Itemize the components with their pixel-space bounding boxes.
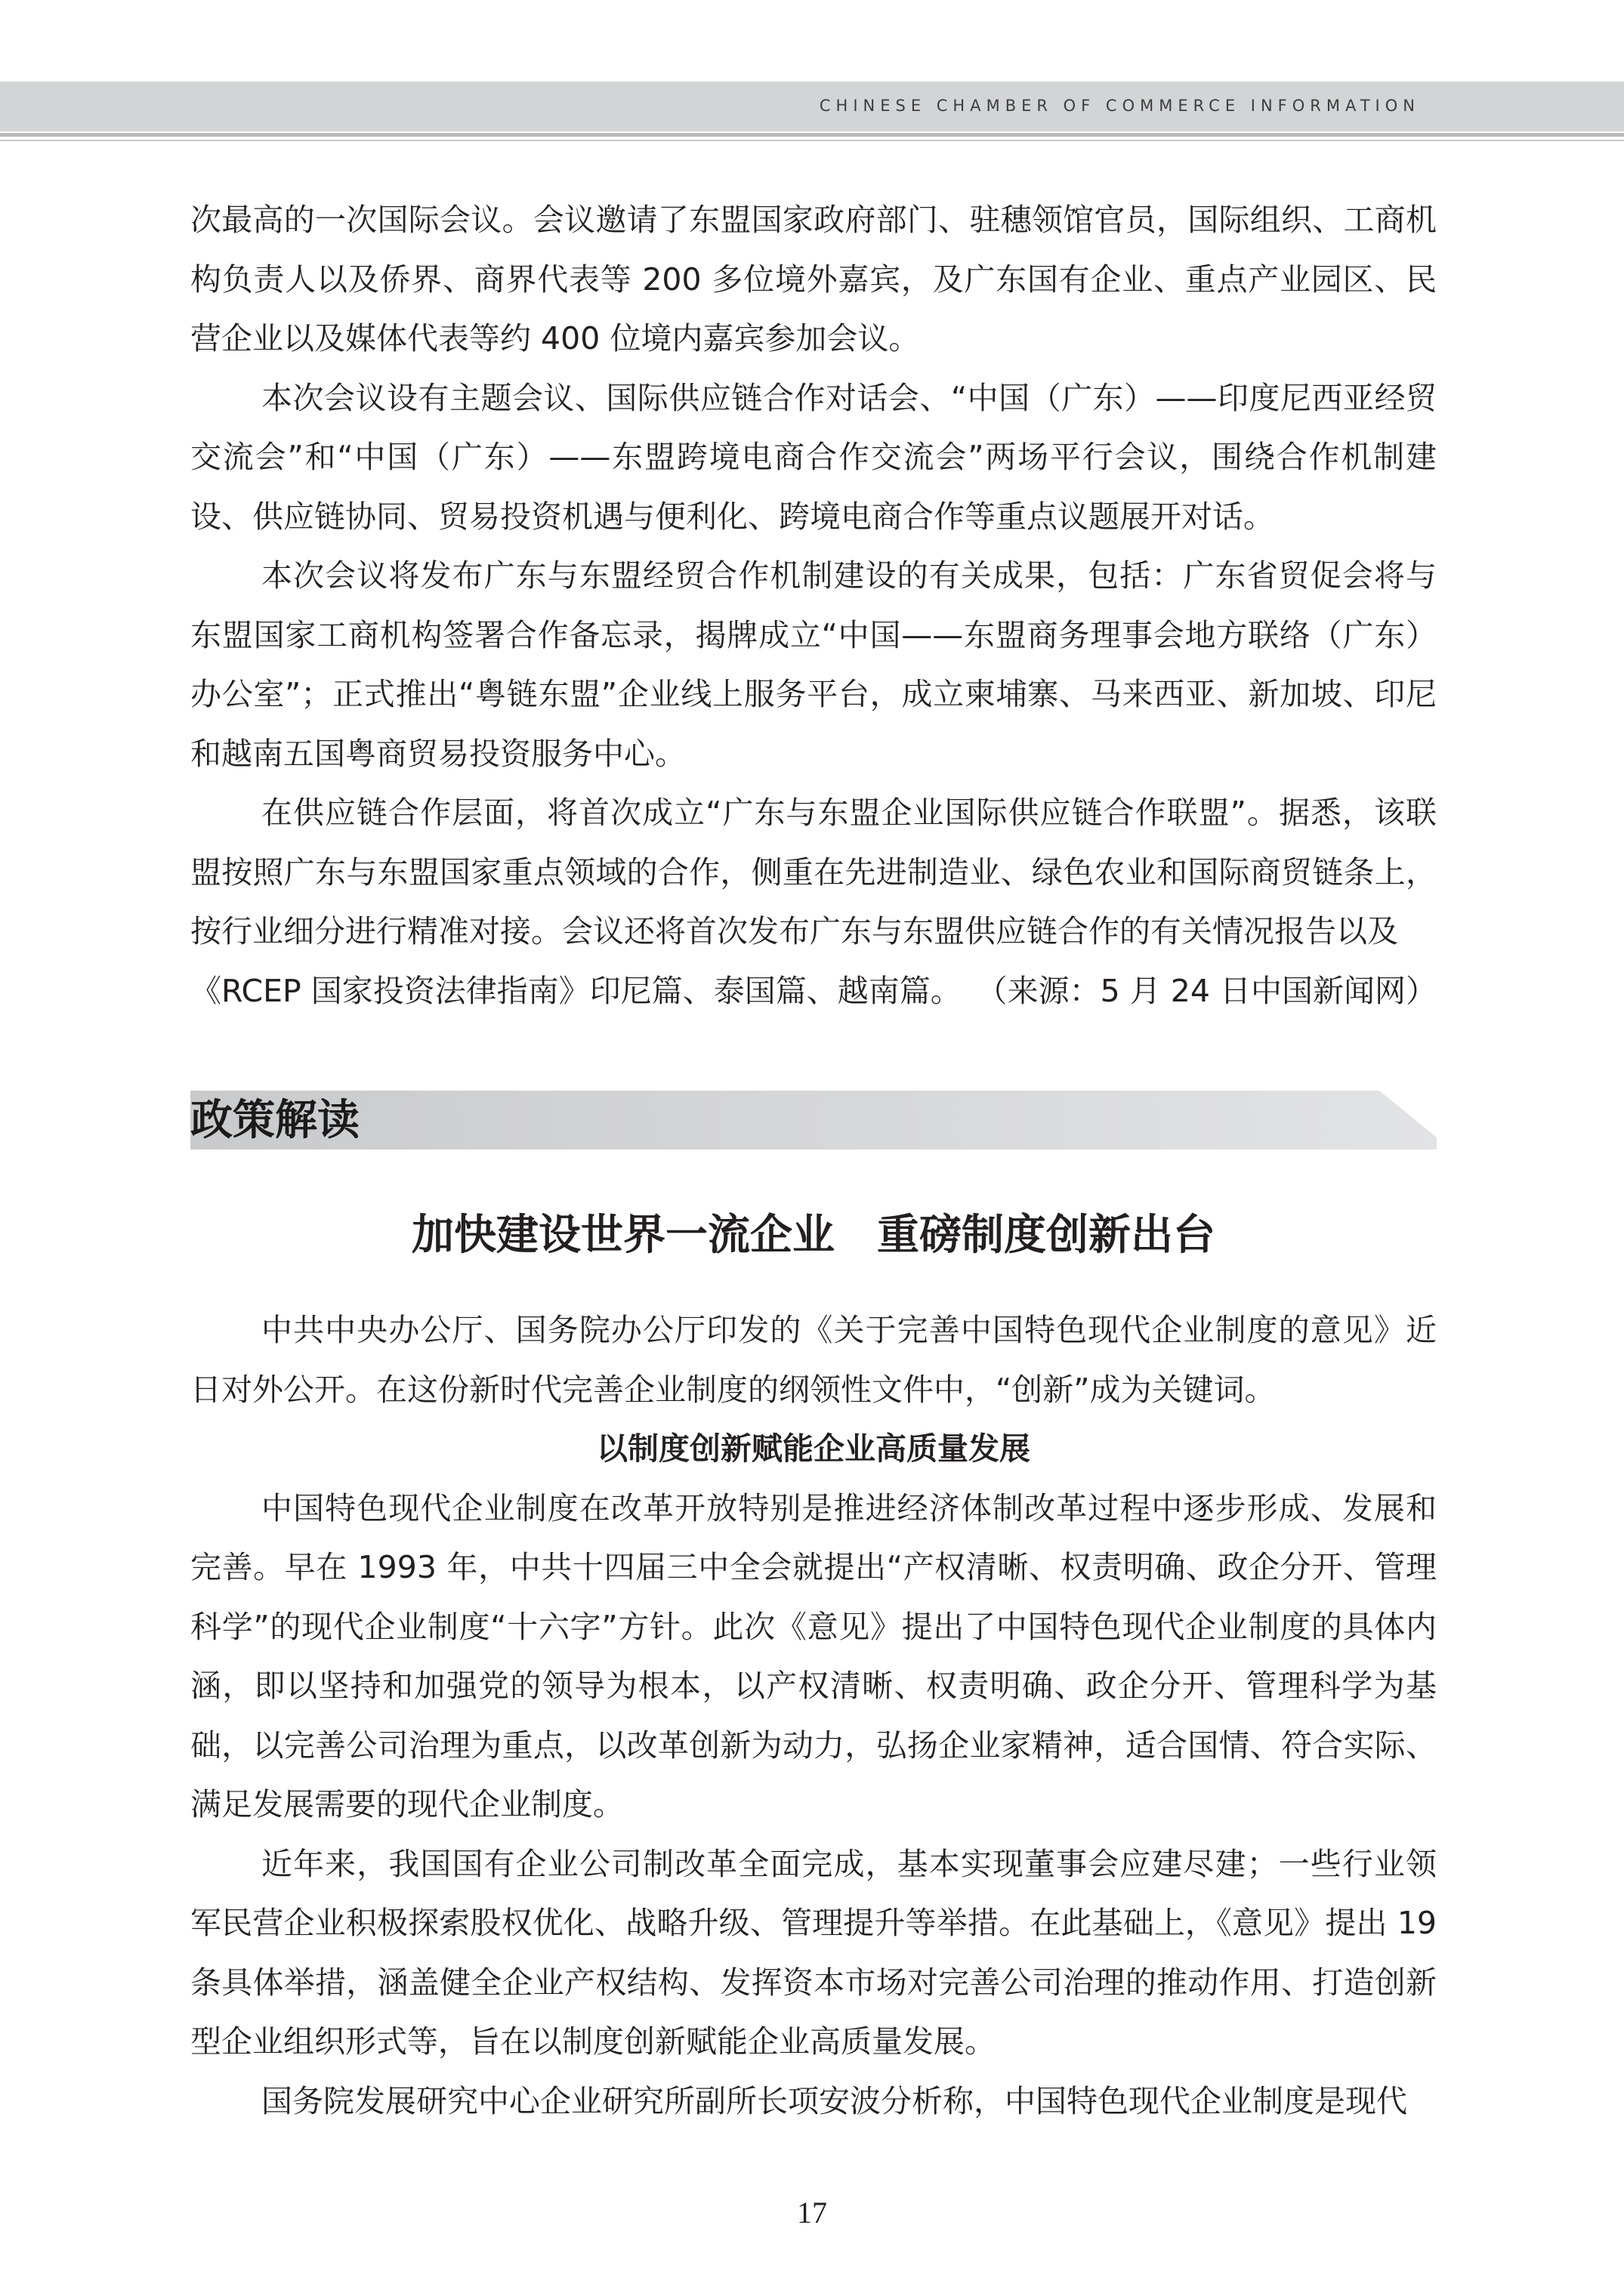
- section-banner: [190, 1091, 1437, 1150]
- paragraph-tail: 《RCEP 国家投资法律指南》印尼篇、泰国篇、越南篇。: [190, 972, 962, 1009]
- article-title-part1: 加快建设世界一流企业: [412, 1211, 835, 1260]
- paragraph: 在供应链合作层面，将首次成立“广东与东盟企业国际供应链合作联盟”。据悉，该联盟按照广东与东盟国家重点领域的合作，侧重在先进制造业、绿色农业和国际商贸链条上，按行业细分进行精准对接。会议还将首次发布广东与东盟供应链合作的有关情况报告以及: [190, 795, 1437, 949]
- section-banner-background: [190, 1091, 1437, 1150]
- page-number: 17: [797, 2196, 827, 2230]
- paragraph: 本次会议设有主题会议、国际供应链合作对话会、“中国（广东）——印度尼西亚经贸交流会”和“中国（广东）——东盟跨境电商合作交流会”两场平行会议，围绕合作机制建设、供应链协同、贸易投资机遇与便利化、跨境电商合作等重点议题展开对话。: [190, 379, 1437, 535]
- article-title: [190, 1205, 1437, 1266]
- source-attribution: （来源：5 月 24 日中国新闻网）: [976, 972, 1437, 1009]
- header-rule-thin: [0, 140, 1624, 141]
- section-title: 政策解读: [190, 1095, 360, 1145]
- previous-article: [190, 190, 1437, 1020]
- article-intro: 中共中央办公厅、国务院办公厅印发的《关于完善中国特色现代企业制度的意见》近日对外公开。在这份新时代完善企业制度的纲领性文件中，“创新”成为关键词。: [190, 1312, 1437, 1408]
- paragraph: 次最高的一次国际会议。会议邀请了东盟国家政府部门、驻穗领馆官员，国际组织、工商机构负责人以及侨界、商界代表等 200 多位境外嘉宾，及广东国有企业、重点产业园区、民营企业以及媒体代表等约 400 位境内嘉宾参加会议。: [190, 202, 1437, 356]
- source-line: [190, 961, 1437, 1021]
- paragraph: 国务院发展研究中心企业研究所副所长项安波分析称，中国特色现代企业制度是现代: [261, 2082, 1407, 2119]
- article-body: [190, 1301, 1437, 2131]
- paragraph: 本次会议将发布广东与东盟经贸合作机制建设的有关成果，包括：广东省贸促会将与东盟国家工商机构签署合作备忘录，揭牌成立“中国——东盟商务理事会地方联络（广东）办公室”；正式推出“粤链东盟”企业线上服务平台，成立柬埔寨、马来西亚、新加坡、印尼和越南五国粤商贸易投资服务中心。: [190, 557, 1437, 772]
- paragraph: 中国特色现代企业制度在改革开放特别是推进经济体制改革过程中逐步形成、发展和完善。早在 1993 年，中共十四届三中全会就提出“产权清晰、权责明确、政企分开、管理科学”的现代企业制度“十六字”方针。此次《意见》提出了中国特色现代企业制度的具体内涵，即以坚持和加强党的领导为根本，以产权清晰、权责明确、政企分开、管理科学为基础，以完善公司治理为重点，以改革创新为动力，弘扬企业家精神，适合国情、符合实际、满足发展需要的现代企业制度。: [190, 1489, 1437, 1822]
- running-title: CHINESE CHAMBER OF COMMERCE INFORMATION: [819, 97, 1420, 115]
- article-title-part2: 重磅制度创新出台: [877, 1211, 1215, 1260]
- article-subheading: 以制度创新赋能企业高质量发展: [597, 1430, 1030, 1467]
- paragraph: 近年来，我国国有企业公司制改革全面完成，基本实现董事会应建尽建；一些行业领军民营企业积极探索股权优化、战略升级、管理提升等举措。在此基础上，《意见》提出 19 条具体举措，涵盖健全企业产权结构、发挥资本市场对完善公司治理的推动作用、打造创新型企业组织形式等，旨在以制度创新赋能企业高质量发展。: [190, 1845, 1437, 2060]
- header-rule: [0, 133, 1624, 137]
